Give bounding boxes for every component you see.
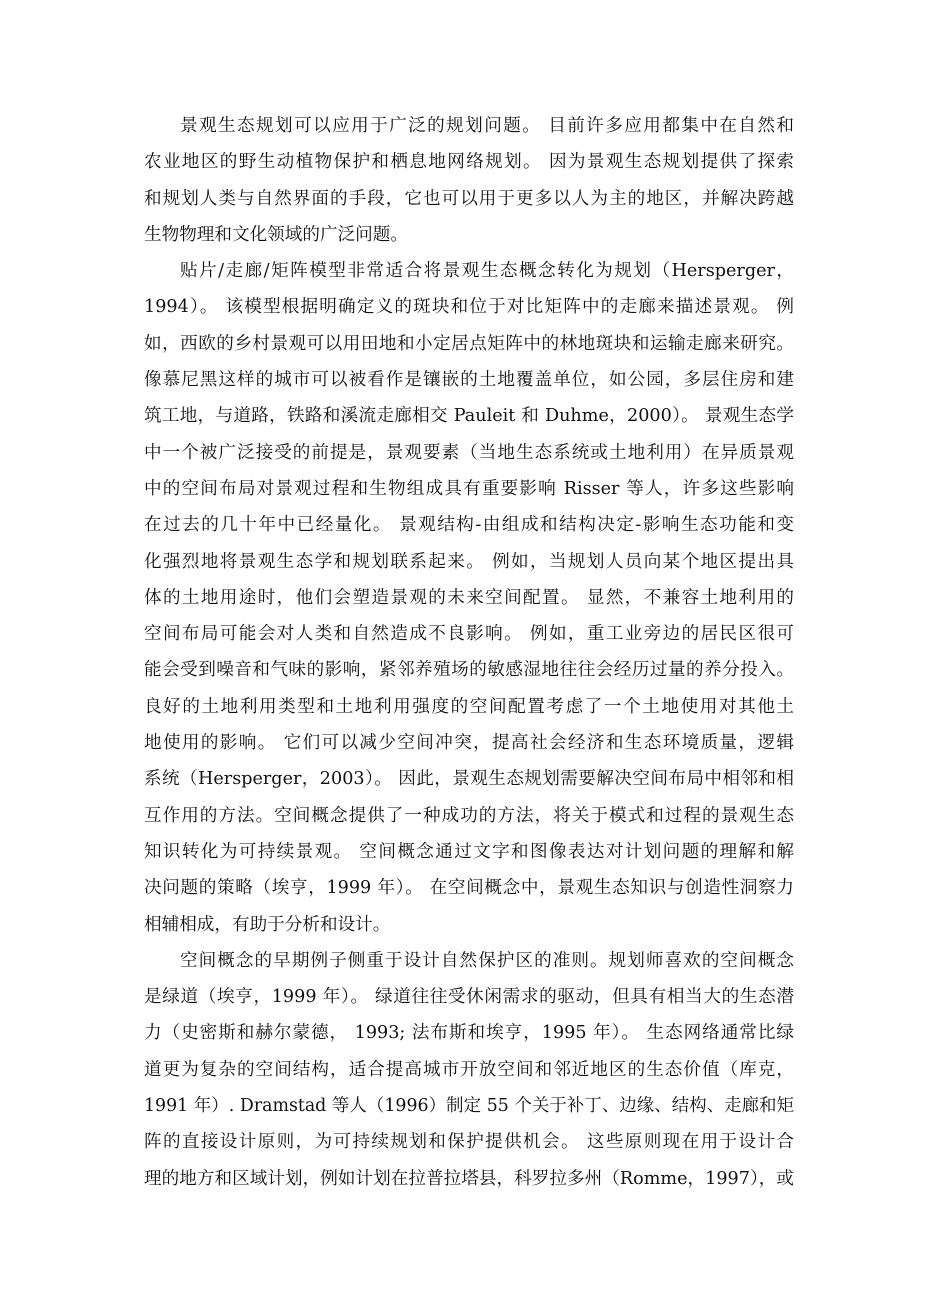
paragraph-3-line-3: 力（史密斯和赫尔蒙德， 1993; 法布斯和埃亨，1995 年）。 生态网络通常比绿 bbox=[144, 1023, 794, 1044]
paragraph-2-line-10: 体的土地用途时，他们会塑造景观的未来空间配置。 显然，不兼容土地利用的 bbox=[144, 587, 794, 608]
paragraph-3-line-2: 是绿道（埃亨，1999 年）。 绿道往往受休闲需求的驱动，但具有相当大的生态潜 bbox=[144, 987, 794, 1008]
paragraph-2-line-14: 地使用的影响。 它们可以减少空间冲突，提高社会经济和生态环境质量，逻辑 bbox=[144, 733, 794, 754]
paragraph-3-line-1: 空间概念的早期例子侧重于设计自然保护区的准则。规划师喜欢的空间概念 bbox=[180, 950, 794, 971]
paragraph-1-line-2: 农业地区的野生动植物保护和栖息地网络规划。 因为景观生态规划提供了探索 bbox=[144, 152, 794, 173]
paragraph-3-line-7: 理的地方和区域计划，例如计划在拉普拉塔县，科罗拉多州（Romme，1997），或 bbox=[144, 1168, 794, 1189]
paragraph-2-line-5: 筑工地，与道路，铁路和溪流走廊相交 Pauleit 和 Duhme，2000）。 景观生态学 bbox=[144, 406, 794, 427]
paragraph-2-line-11: 空间布局可能会对人类和自然造成不良影响。 例如，重工业旁边的居民区很可 bbox=[144, 624, 794, 645]
paragraph-2-line-18: 决问题的策略（埃亨，1999 年）。 在空间概念中，景观生态知识与创造性洞察力 bbox=[144, 878, 794, 899]
paragraph-2-line-1: 贴片/走廊/矩阵模型非常适合将景观生态概念转化为规划（Hersperger， bbox=[180, 261, 794, 282]
paragraph-2-line-7: 中的空间布局对景观过程和生物组成具有重要影响 Risser 等人，许多这些影响 bbox=[144, 478, 794, 499]
paragraph-2-line-19: 相辅相成，有助于分析和设计。 bbox=[144, 914, 391, 935]
paragraph-2-line-2: 1994）。 该模型根据明确定义的斑块和位于对比矩阵中的走廊来描述景观。 例 bbox=[144, 297, 794, 318]
paragraph-2-line-9: 化强烈地将景观生态学和规划联系起来。 例如，当规划人员向某个地区提出具 bbox=[144, 551, 794, 572]
paragraph-2-line-4: 像慕尼黑这样的城市可以被看作是镶嵌的土地覆盖单位，如公园，多层住房和建 bbox=[144, 370, 794, 391]
paragraph-2-line-12: 能会受到噪音和气味的影响，紧邻养殖场的敏感湿地往往会经历过量的养分投入。 bbox=[144, 660, 794, 681]
paragraph-3-line-6: 阵的直接设计原则，为可持续规划和保护提供机会。 这些原则现在用于设计合 bbox=[144, 1132, 794, 1153]
paragraph-1-line-3: 和规划人类与自然界面的手段，它也可以用于更多以人为主的地区，并解决跨越 bbox=[144, 188, 794, 209]
paragraph-2-line-3: 如，西欧的乡村景观可以用田地和小定居点矩阵中的林地斑块和运输走廊来研究。 bbox=[144, 333, 794, 354]
paragraph-3-line-4: 道更为复杂的空间结构，适合提高城市开放空间和邻近地区的生态价值（库克， bbox=[144, 1059, 794, 1080]
paragraph-2-line-6: 中一个被广泛接受的前提是，景观要素（当地生态系统或土地利用）在异质景观 bbox=[144, 442, 794, 463]
paragraph-2-line-13: 良好的土地利用类型和土地利用强度的空间配置考虑了一个土地使用对其他土 bbox=[144, 696, 794, 717]
paragraph-2-line-8: 在过去的几十年中已经量化。 景观结构-由组成和结构决定-影响生态功能和变 bbox=[144, 515, 794, 536]
paragraph-1-line-4: 生物物理和文化领域的广泛问题。 bbox=[144, 224, 408, 245]
paragraph-2-line-17: 知识转化为可持续景观。 空间概念通过文字和图像表达对计划问题的理解和解 bbox=[144, 841, 794, 862]
paragraph-1-line-1: 景观生态规划可以应用于广泛的规划问题。 目前许多应用都集中在自然和 bbox=[180, 116, 794, 136]
paragraph-3-line-5: 1991 年）. Dramstad 等人（1996）制定 55 个关于补丁、边缘、结构、走廊和矩 bbox=[144, 1096, 794, 1117]
paragraph-2-line-16: 互作用的方法。空间概念提供了一种成功的方法，将关于模式和过程的景观生态 bbox=[144, 805, 794, 826]
paragraph-2-line-15: 系统（Hersperger，2003）。 因此，景观生态规划需要解决空间布局中相邻和相 bbox=[144, 769, 794, 790]
body-text bbox=[144, 108, 794, 1197]
